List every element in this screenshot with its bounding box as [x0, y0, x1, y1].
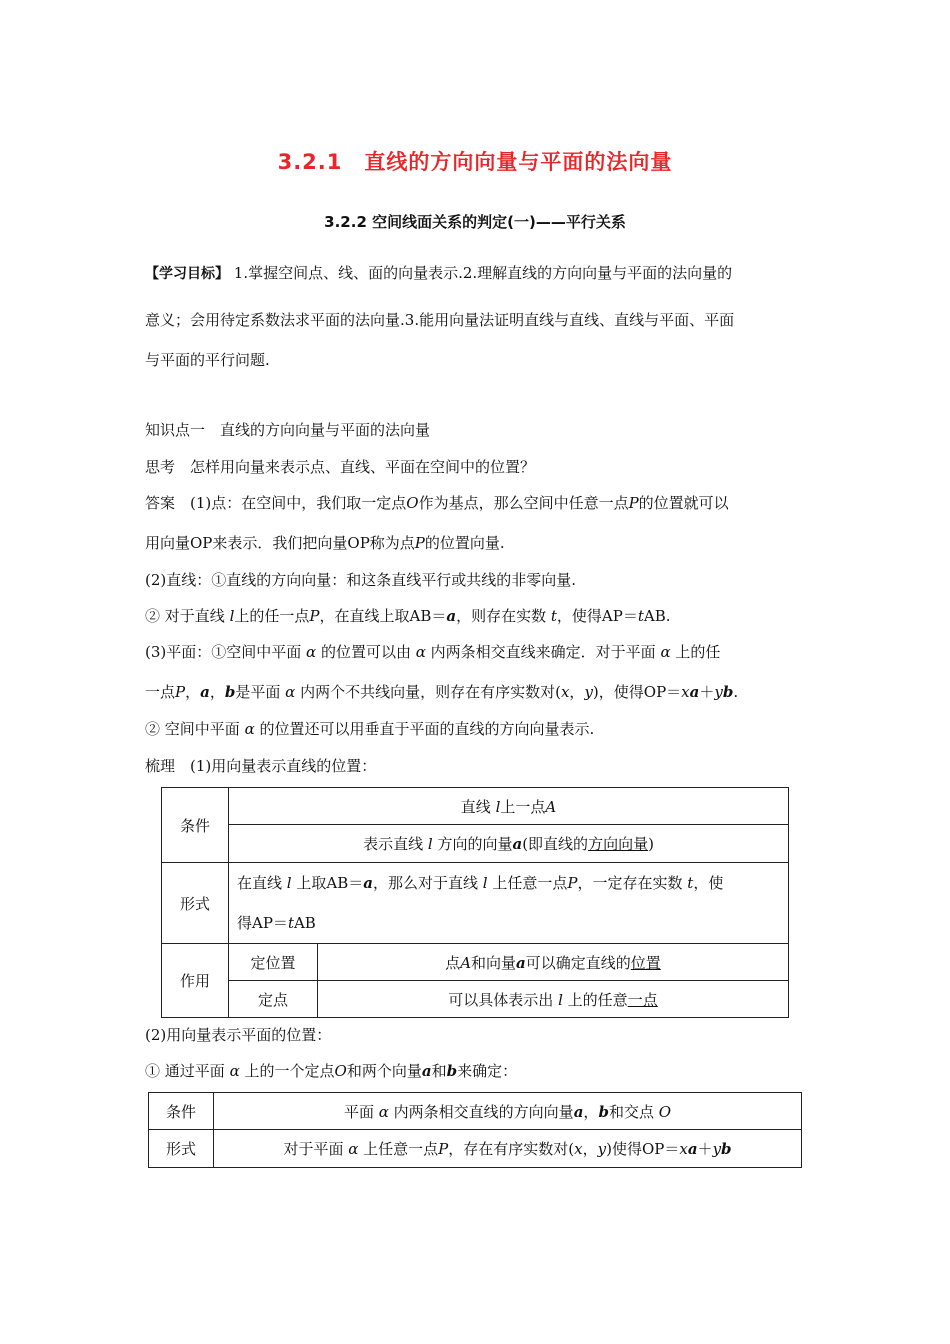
page-subtitle: 3.2.2 空间线面关系的判定(一)——平行关系	[324, 213, 626, 231]
answer-line-7: ② 空间中平面 α 的位置还可以用垂直于平面的直线的方向向量表示.	[145, 720, 595, 738]
table1-form-content: 在直线 l 上取AB＝a，那么对于直线 l 上任意一点P，一定存在实数 t，使 得AP＝tAB	[229, 863, 789, 944]
table1-use-locate-content: 点A和向量a可以确定直线的位置	[318, 944, 789, 981]
table1-label-use: 作用	[162, 944, 229, 1018]
plane-position-table	[148, 1092, 802, 1168]
knowledge-point-heading: 知识点一 直线的方向向量与平面的法向量	[145, 421, 431, 439]
think-question: 思考 怎样用向量来表示点、直线、平面在空间中的位置？	[145, 458, 536, 476]
answer-line-6: 一点P，a，b是平面 α 内两个不共线向量，则存在有序实数对(x，y)，使得OP＝xa＋yb.	[145, 683, 739, 701]
table2-form-content: 对于平面 α 上任意一点P，存在有序实数对(x，y)使得OP＝xa＋yb	[214, 1130, 802, 1168]
table2-label-condition: 条件	[149, 1093, 214, 1130]
table1-use-locate-label: 定位置	[229, 944, 318, 981]
answer-line-4: ② 对于直线 l上的任一点P，在直线上取AB＝a，则存在实数 t，使得AP＝tAB.	[145, 607, 671, 625]
table1-label-condition: 条件	[162, 788, 229, 863]
learning-goal-line-2: 意义；会用待定系数法求平面的法向量.3.能用向量法证明直线与直线、直线与平面、平面	[145, 311, 735, 329]
answer-line-2: 用向量OP来表示．我们把向量OP称为点P的位置向量.	[145, 534, 505, 552]
learning-goal-line-1: 【学习目标】 1.掌握空间点、线、面的向量表示.2.理解直线的方向向量与平面的法向量的	[145, 264, 733, 282]
plane-position-heading: (2)用向量表示平面的位置：	[145, 1026, 332, 1044]
table2-label-form: 形式	[149, 1130, 214, 1168]
table1-label-form: 形式	[162, 863, 229, 944]
answer-line-3: (2)直线：①直线的方向向量：和这条直线平行或共线的非零向量.	[145, 571, 577, 589]
answer-line-5: (3)平面：①空间中平面 α 的位置可以由 α 内两条相交直线来确定．对于平面 α 上的任	[145, 643, 721, 661]
summary-heading: 梳理 (1)用向量表示直线的位置：	[145, 757, 377, 775]
learning-goal-tag: 【学习目标】	[145, 266, 229, 282]
table1-condition-point: 直线 l上一点A	[229, 788, 789, 825]
table1-use-point-label: 定点	[229, 981, 318, 1018]
table2-condition-content: 平面 α 内两条相交直线的方向向量a，b和交点 O	[214, 1093, 802, 1130]
table1-condition-vector: 表示直线 l 方向的向量a(即直线的方向向量)	[229, 825, 789, 863]
learning-goal-line-3: 与平面的平行问题.	[145, 351, 270, 369]
plane-position-method-1: ① 通过平面 α 上的一个定点O和两个向量a和b来确定：	[145, 1062, 518, 1080]
line-position-table	[161, 787, 789, 1018]
answer-line-1: 答案 (1)点：在空间中，我们取一定点O作为基点，那么空间中任意一点P的位置就可以	[145, 494, 729, 512]
table1-use-point-content: 可以具体表示出 l 上的任意一点	[318, 981, 789, 1018]
page-title: 3.2.1 直线的方向向量与平面的法向量	[277, 150, 673, 174]
